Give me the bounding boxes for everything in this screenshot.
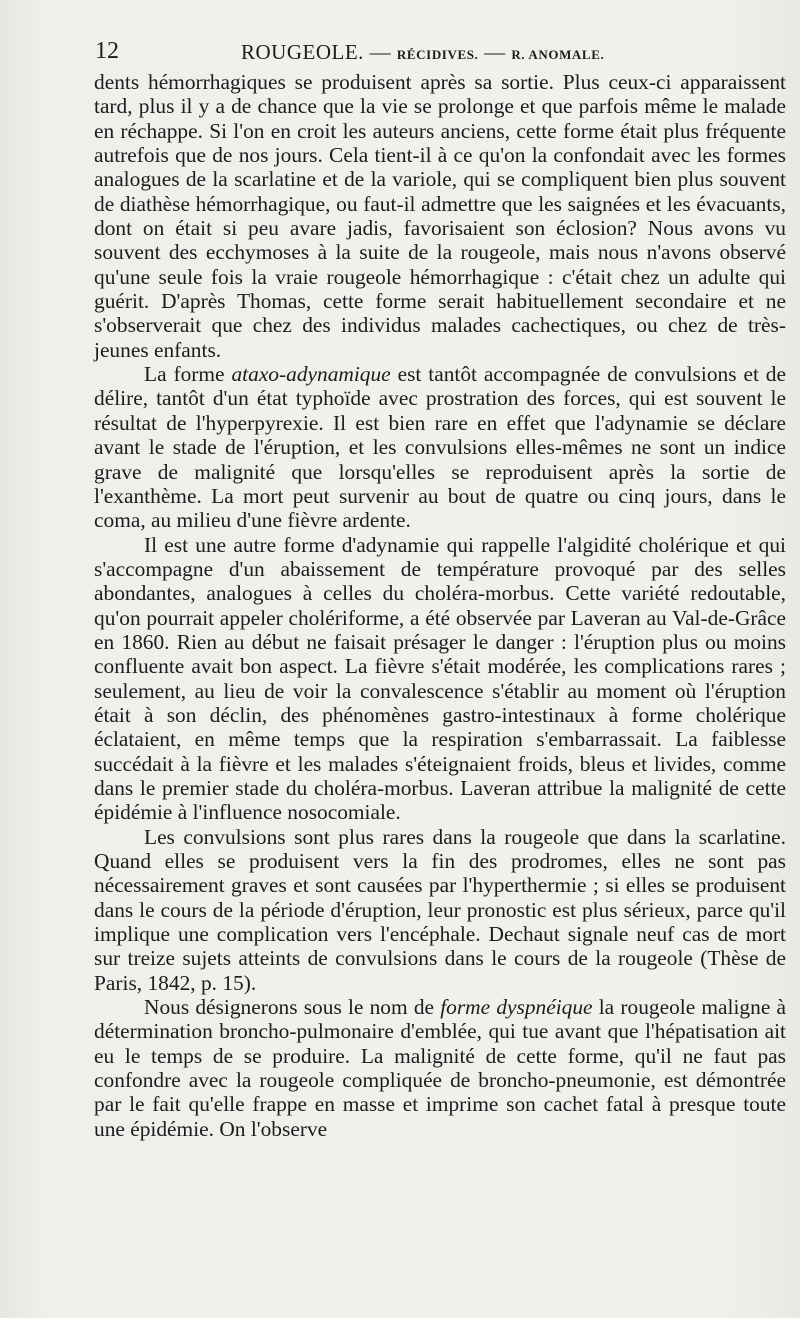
paragraph-text: Nous désignerons sous le nom de [144,995,441,1020]
paragraph-dyspneic [94,995,786,1141]
header-dash: — [369,40,392,64]
running-title: ROUGEOLE. [241,40,364,64]
paragraph-ataxo-adynamic [94,362,786,532]
paragraph-text: La forme [144,362,232,387]
paragraph-text: est tantôt accompagnée de convulsions et de délire, tantôt d'un état typhoïde avec prostration des forces, qui est souvent le résultat de l'hyperpyrexie. Il est bien rare en effet que l'adynamie se déclare avant le stade de l'éruption, et les convulsions elles-mêmes ne sont un indice grave de malignité que lorsqu'elles se reproduisent après la sortie de l'exanthème. La mort peut survenir au bout de quatre ou cinq jours, dans le coma, au milieu d'une fièvre ardente. [94,362,786,533]
paragraph-choleriform: Il est une autre forme d'adynamie qui rappelle l'algidité cholérique et qui s'accompagne d'un abaissement de température provoqué par des selles abondantes, analogues à celles du choléra-morbus. Cette variété redoutable, qu'on pourrait appeler cholériforme, a été observée par Laveran au Val-de-Grâce en 1860. Rien au début ne faisait présager le danger : l'éruption plus ou moins confluente avait bon aspect. La fièvre s'était modérée, les complications rares ; seulement, au lieu de voir la convalescence s'établir au moment où l'éruption était à son déclin, des phénomènes gastro-intestinaux à forme cholérique éclataient, en même temps que la respiration s'embarrassait. La faiblesse succédait à la fièvre et les malades s'éteignaient froids, bleus et livides, comme dans le premier stade du choléra-morbus. Laveran attribue la malignité de cette épidémie à l'influence nosocomiale. [94,532,786,825]
body-text [94,70,786,1141]
page-number: 12 [95,38,119,64]
header-dash: — [484,40,506,64]
section-anomale: R. ANOMALE. [511,47,605,62]
running-head [241,40,604,65]
page-header [95,38,785,68]
section-recidives: RÉCIDIVES. [396,47,479,62]
paragraph-hemorrhagic: dents hémorrhagiques se produisent après sa sortie. Plus ceux-ci apparaissent tard, plus il y a de chance que la vie se prolonge et que parfois même le malade en réchappe. Si l'on en croit les auteurs anciens, cette forme était plus fréquente autrefois que de nos jours. Cela tient-il à ce qu'on la confondait avec les formes analogues de la scarlatine et de la variole, qui se compliquent bien plus souvent de diathèse hémorrhagique, ou faut-il admettre que les saignées et les évacuants, dont on était si peu avare jadis, favorisaient son éclosion? Nous avons vu souvent des ecchymoses à la suite de la rougeole, mais nous n'avons observé qu'une seule fois la vraie rougeole hémorrhagique : c'était chez un adulte qui guérit. D'après Thomas, cette forme serait habituellement secondaire et ne s'observerait que chez des individus malades cachectiques, ou chez de très-jeunes enfants. [94,70,786,362]
emphasis-term: ataxo-adynamique [231,362,391,387]
paragraph-text: la rougeole maligne à détermination broncho-pulmonaire d'emblée, qui tue avant que l'hépatisation ait eu le temps de se produire. La malignité de cette forme, qu'il ne faut pas confondre avec la rougeole compliquée de broncho-pneumonie, est démontrée par le fait qu'elle frappe en masse et imprime son cachet fatal à presque toute une épidémie. On l'observe [94,995,787,1141]
emphasis-term: forme dyspnéique [440,995,593,1020]
paragraph-convulsions: Les convulsions sont plus rares dans la rougeole que dans la scarlatine. Quand elles se produisent vers la fin des prodromes, elles ne sont pas nécessairement graves et sont causées par l'hyperthermie ; si elles se produisent dans le cours de la période d'éruption, leur pronostic est plus sérieux, parce qu'il implique une complication vers l'encéphale. Dechaut signale neuf cas de mort sur treize sujets atteints de convulsions dans le cours de la rougeole (Thèse de Paris, 1842, p. 15). [94,824,786,995]
